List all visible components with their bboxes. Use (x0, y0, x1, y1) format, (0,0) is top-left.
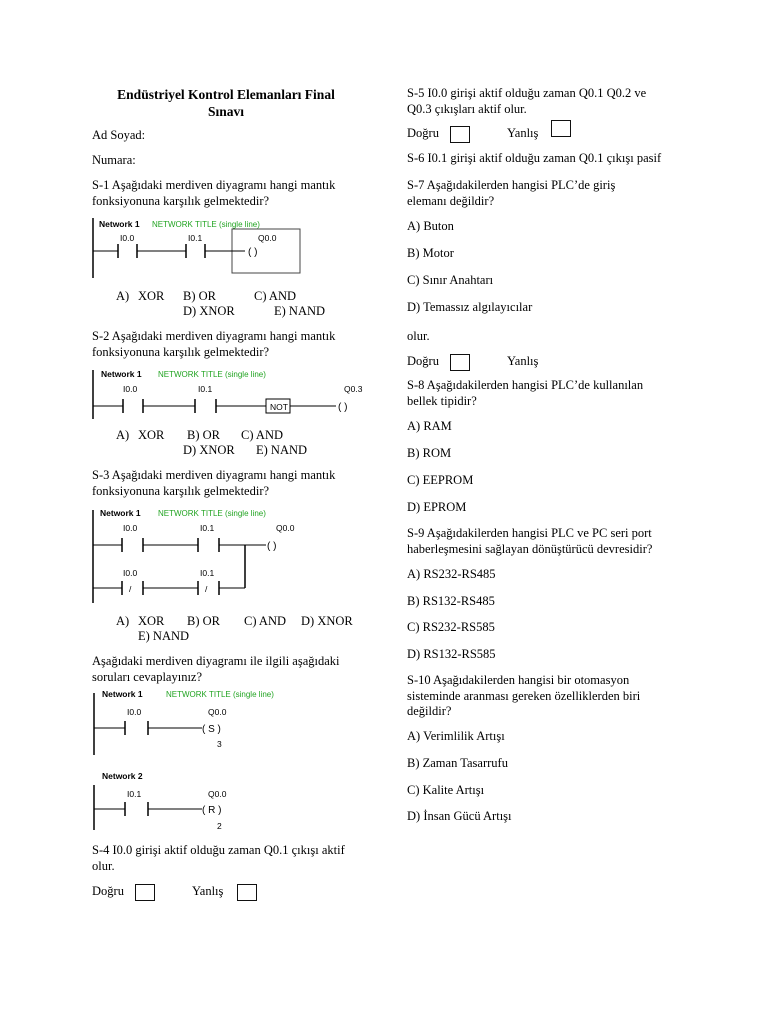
diagram-2-coil: ( ) (338, 402, 348, 413)
question-2 (92, 329, 335, 360)
q8-option-a[interactable]: A) RAM (407, 419, 452, 433)
diagram-2-network-title: NETWORK TITLE (single line) (158, 370, 266, 379)
section-intro (92, 654, 340, 685)
question-10-line3: değildir? (407, 704, 452, 718)
q8-option-d[interactable]: D) EPROM (407, 500, 467, 514)
question-7-line2: elemanı değildir? (407, 193, 495, 208)
question-3-line2: fonksiyonuna karşılık gelmektedir? (92, 483, 270, 498)
q2-option-a[interactable]: XOR (138, 428, 165, 442)
q7-option-c[interactable]: C) Sınır Anahtarı (407, 273, 494, 287)
diagram-4-set-coil: ( S ) (202, 724, 221, 735)
ladder-diagram-1 (90, 216, 335, 280)
diagram-2-not-label: NOT (270, 402, 288, 412)
q10-option-a[interactable]: A) Verimlilik Artışı (407, 729, 505, 743)
q5-false-label: Yanlış (507, 126, 539, 140)
q2-option-d[interactable]: D) XNOR (183, 443, 235, 457)
q8-option-b[interactable]: B) ROM (407, 446, 452, 460)
q9-option-a[interactable]: A) RS232-RS485 (407, 567, 496, 581)
question-1-options (116, 289, 297, 305)
q4-false-label: Yanlış (192, 884, 224, 898)
q6-true-label: Doğru (407, 354, 439, 368)
diagram-3-contact-i00-nc-label: I0.0 (123, 568, 138, 578)
q5-true-checkbox[interactable] (450, 126, 470, 143)
question-7 (407, 178, 615, 209)
question-1-line1: S-1 Aşağıdaki merdiven diyagramı hangi mantık (92, 178, 336, 192)
q1-option-a-letter[interactable]: A) (116, 289, 130, 303)
question-5-line1: S-5 I0.0 girişi aktif olduğu zaman Q0.1 Q0.2 ve (407, 86, 647, 100)
q4-false-checkbox[interactable] (237, 884, 257, 901)
question-6-line1: S-6 I0.1 girişi aktif olduğu zaman Q0.1 çıkışı pasif (407, 151, 662, 165)
question-10-line1: S-10 Aşağıdakilerden hangisi bir otomasyon (407, 673, 630, 687)
diagram-3-contact-i01-nc-label: I0.1 (200, 568, 215, 578)
diagram-1-contact-i00-label: I0.0 (120, 233, 135, 243)
diagram-3-network-title: NETWORK TITLE (single line) (158, 509, 266, 518)
q10-option-b[interactable]: B) Zaman Tasarrufu (407, 756, 508, 770)
q1-option-c[interactable]: C) AND (254, 289, 297, 303)
diagram-3-contact-i01-label: I0.1 (200, 523, 215, 533)
q3-option-a[interactable]: XOR (138, 614, 165, 628)
diagram-2-coil-q03-label: Q0.3 (344, 384, 363, 394)
exam-title-line1: Endüstriyel Kontrol Elemanları Final (117, 87, 335, 102)
question-5-line2: Q0.3 çıkışları aktif olur. (407, 101, 527, 116)
diagram-1-network-label: Network 1 (99, 219, 140, 229)
ladder-diagram-2 (90, 366, 372, 421)
q7-option-d[interactable]: D) Temassız algılayıcılar (407, 300, 533, 314)
q1-option-a[interactable]: XOR (138, 289, 165, 303)
question-4 (92, 843, 345, 874)
question-10 (407, 673, 640, 720)
diagram-4-set-q00-label: Q0.0 (208, 707, 227, 717)
diagram-3-nc-mark-1: / (129, 584, 132, 594)
q2-option-a-letter[interactable]: A) (116, 428, 130, 442)
diagram-4-reset-coil: ( R ) (202, 805, 222, 816)
q2-option-c[interactable]: C) AND (241, 428, 284, 442)
diagram-4-set-count: 3 (217, 739, 222, 749)
question-2-options (116, 428, 284, 444)
question-3-line1: S-3 Aşağıdaki merdiven diyagramı hangi mantık (92, 468, 336, 482)
question-9-line1: S-9 Aşağıdakilerden hangisi PLC ve PC seri port (407, 526, 652, 540)
diagram-1-contact-i01-label: I0.1 (188, 233, 203, 243)
diagram-4-network1-label: Network 1 (102, 689, 143, 699)
q1-option-d[interactable]: D) XNOR (183, 304, 235, 318)
diagram-1-coil: ( ) (248, 247, 258, 258)
diagram-1-network-title: NETWORK TITLE (single line) (152, 220, 260, 229)
question-1 (92, 178, 335, 209)
question-8-line1: S-8 Aşağıdakilerden hangisi PLC’de kullanılan (407, 378, 644, 392)
q1-option-e[interactable]: E) NAND (274, 304, 326, 318)
question-8 (407, 378, 643, 409)
question-2-line1: S-2 Aşağıdaki merdiven diyagramı hangi mantık (92, 329, 336, 343)
diagram-3-contact-i00-label: I0.0 (123, 523, 138, 533)
q4-true-label: Doğru (92, 884, 124, 898)
q9-option-d[interactable]: D) RS132-RS585 (407, 647, 496, 661)
section-intro-line2: soruları cevaplayınız? (92, 669, 203, 684)
q9-option-c[interactable]: C) RS232-RS585 (407, 620, 495, 634)
name-label: Ad Soyad: (92, 128, 146, 142)
q8-option-c[interactable]: C) EEPROM (407, 473, 474, 487)
question-10-line2: sisteminde aranması gereken özelliklerden biri (407, 688, 641, 703)
diagram-3-network-label: Network 1 (100, 508, 141, 518)
question-8-line2: bellek tipidir? (407, 393, 477, 408)
q6-true-checkbox[interactable] (450, 354, 470, 371)
q3-option-e[interactable]: E) NAND (138, 629, 190, 643)
q10-option-c[interactable]: C) Kalite Artışı (407, 783, 485, 797)
question-3-options (116, 614, 353, 630)
exam-title (92, 86, 360, 120)
diagram-3-nc-mark-2: / (205, 584, 208, 594)
question-4-line2: olur. (92, 858, 115, 873)
diagram-4-reset-count: 2 (217, 821, 222, 831)
diagram-2-contact-i00-label: I0.0 (123, 384, 138, 394)
q1-option-b[interactable]: B) OR (183, 289, 216, 303)
question-3 (92, 468, 335, 499)
q9-option-b[interactable]: B) RS132-RS485 (407, 594, 495, 608)
q2-option-e[interactable]: E) NAND (256, 443, 308, 457)
diagram-3-coil: ( ) (267, 541, 277, 552)
q3-option-a-letter[interactable]: A) (116, 614, 130, 628)
question-5 (407, 86, 646, 117)
q5-false-checkbox[interactable] (551, 120, 571, 137)
diagram-2-contact-i01-label: I0.1 (198, 384, 213, 394)
question-9 (407, 526, 652, 557)
question-7-line1: S-7 Aşağıdakilerden hangisi PLC’de giriş (407, 178, 616, 192)
q3-option-c[interactable]: C) AND (244, 614, 287, 628)
question-1-line2: fonksiyonuna karşılık gelmektedir? (92, 193, 270, 208)
q3-option-d[interactable]: D) XNOR (301, 614, 353, 628)
diagram-4-reset-q00-label: Q0.0 (208, 789, 227, 799)
q6-false-label: Yanlış (507, 354, 539, 368)
diagram-4-contact-i01-label: I0.1 (127, 789, 142, 799)
q10-option-d[interactable]: D) İnsan Gücü Artışı (407, 809, 512, 823)
question-6-line2: olur. (407, 329, 430, 343)
diagram-2-network-label: Network 1 (101, 369, 142, 379)
number-label: Numara: (92, 153, 136, 167)
question-4-line1: S-4 I0.0 girişi aktif olduğu zaman Q0.1 çıkışı aktif (92, 843, 345, 857)
question-9-line2: haberleşmesini sağlayan dönüştürücü devresidir? (407, 541, 653, 556)
q7-option-b[interactable]: B) Motor (407, 246, 454, 260)
q2-option-b[interactable]: B) OR (187, 428, 220, 442)
exam-title-line2: Sınavı (207, 104, 245, 119)
ladder-diagram-3 (90, 506, 330, 606)
diagram-4-network2-label: Network 2 (102, 771, 143, 781)
diagram-3-coil-q00-label: Q0.0 (276, 523, 295, 533)
q3-option-b[interactable]: B) OR (187, 614, 220, 628)
diagram-4-contact-i00-label: I0.0 (127, 707, 142, 717)
section-intro-line1: Aşağıdaki merdiven diyagramı ile ilgili aşağıdaki (92, 654, 340, 668)
diagram-1-coil-q00-label: Q0.0 (258, 233, 277, 243)
q5-true-label: Doğru (407, 126, 439, 140)
q7-option-a[interactable]: A) Buton (407, 219, 454, 233)
question-2-line2: fonksiyonuna karşılık gelmektedir? (92, 344, 270, 359)
q4-true-checkbox[interactable] (135, 884, 155, 901)
ladder-diagram-4 (90, 685, 310, 835)
diagram-4-network-title: NETWORK TITLE (single line) (166, 690, 274, 699)
